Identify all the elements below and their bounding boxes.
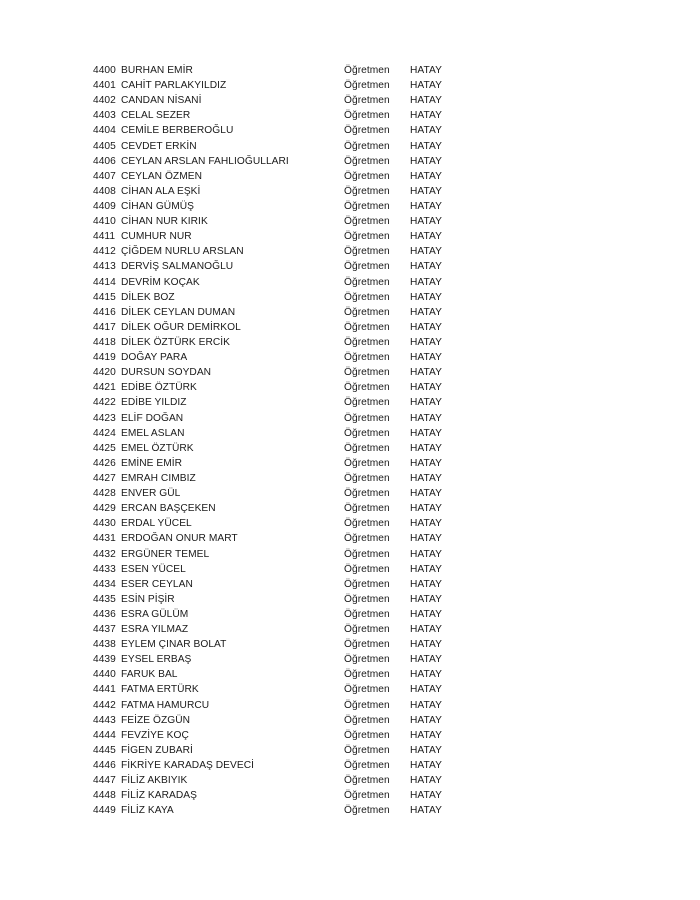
person-name: ESEN YÜCEL: [121, 563, 186, 575]
record-number: 4418: [93, 336, 116, 348]
record-number: 4427: [93, 472, 116, 484]
person-name: EDİBE ÖZTÜRK: [121, 382, 197, 394]
person-role: Öğretmen: [344, 367, 390, 379]
person-name: FARUK BAL: [121, 669, 178, 681]
person-name: CİHAN NUR KIRIK: [121, 216, 208, 228]
person-role: Öğretmen: [344, 185, 390, 197]
list-item: [93, 78, 453, 93]
person-name: CELAL SEZER: [121, 110, 191, 122]
person-name: FEVZİYE KOÇ: [121, 729, 189, 741]
record-number: 4403: [93, 110, 116, 122]
person-city: HATAY: [410, 760, 442, 772]
person-role: Öğretmen: [344, 488, 390, 500]
record-number: 4400: [93, 65, 116, 76]
person-city: HATAY: [410, 276, 442, 288]
list-item: [93, 275, 453, 290]
list-item: [93, 63, 453, 78]
person-city: HATAY: [410, 624, 442, 636]
person-city: HATAY: [410, 155, 442, 167]
person-role: Öğretmen: [344, 578, 390, 590]
record-number: 4441: [93, 684, 116, 696]
person-city: HATAY: [410, 306, 442, 318]
list-item: [93, 456, 453, 471]
record-number: 4442: [93, 699, 116, 711]
record-number: 4447: [93, 775, 116, 787]
list-item: [93, 743, 453, 758]
record-number: 4422: [93, 397, 116, 409]
person-city: HATAY: [410, 397, 442, 409]
list-item: [93, 411, 453, 426]
person-role: Öğretmen: [344, 125, 390, 137]
person-role: Öğretmen: [344, 503, 390, 515]
record-number: 4419: [93, 352, 116, 364]
person-role: Öğretmen: [344, 306, 390, 318]
person-role: Öğretmen: [344, 760, 390, 772]
person-name: DİLEK CEYLAN DUMAN: [121, 306, 236, 318]
person-role: Öğretmen: [344, 744, 390, 756]
list-item: [93, 123, 453, 138]
person-city: HATAY: [410, 291, 442, 303]
record-number: 4434: [93, 578, 116, 590]
record-number: 4405: [93, 140, 116, 152]
person-role: Öğretmen: [344, 639, 390, 651]
record-number: 4421: [93, 382, 116, 394]
person-role: Öğretmen: [344, 684, 390, 696]
person-role: Öğretmen: [344, 729, 390, 741]
person-role: Öğretmen: [344, 412, 390, 424]
person-name: CEMİLE BERBEROĞLU: [121, 125, 234, 137]
person-city: HATAY: [410, 699, 442, 711]
person-role: Öğretmen: [344, 110, 390, 122]
person-name: DOĞAY PARA: [121, 352, 188, 364]
list-item: [93, 592, 453, 607]
person-city: HATAY: [410, 216, 442, 228]
list-item: [93, 199, 453, 214]
person-role: Öğretmen: [344, 291, 390, 303]
person-city: HATAY: [410, 533, 442, 545]
person-role: Öğretmen: [344, 321, 390, 333]
record-number: 4424: [93, 427, 116, 439]
person-name: ENVER GÜL: [121, 488, 181, 500]
person-name: CİHAN ALA EŞKİ: [121, 185, 201, 197]
person-city: HATAY: [410, 654, 442, 666]
person-city: HATAY: [410, 352, 442, 364]
list-item: [93, 758, 453, 773]
record-number: 4439: [93, 654, 116, 666]
record-number: 4426: [93, 457, 116, 469]
record-number: 4409: [93, 200, 116, 212]
person-name: ERCAN BAŞÇEKEN: [121, 503, 216, 515]
person-city: HATAY: [410, 382, 442, 394]
list-item: [93, 305, 453, 320]
list-item: [93, 516, 453, 531]
record-number: 4412: [93, 246, 116, 258]
person-role: Öğretmen: [344, 80, 390, 92]
person-role: Öğretmen: [344, 65, 390, 76]
person-city: HATAY: [410, 669, 442, 681]
list-item: [93, 713, 453, 728]
list-item: [93, 773, 453, 788]
person-role: Öğretmen: [344, 775, 390, 787]
record-number: 4429: [93, 503, 116, 515]
list-item: [93, 214, 453, 229]
person-role: Öğretmen: [344, 170, 390, 182]
person-role: Öğretmen: [344, 472, 390, 484]
person-city: HATAY: [410, 639, 442, 651]
person-city: HATAY: [410, 563, 442, 575]
person-role: Öğretmen: [344, 261, 390, 273]
person-city: HATAY: [410, 140, 442, 152]
record-number: 4414: [93, 276, 116, 288]
person-name: CAHİT PARLAKYILDIZ: [121, 80, 227, 92]
person-role: Öğretmen: [344, 699, 390, 711]
person-name: CANDAN NİSANİ: [121, 95, 202, 107]
person-city: HATAY: [410, 125, 442, 137]
person-name: ESRA GÜLÜM: [121, 608, 189, 620]
person-name: EYSEL ERBAŞ: [121, 654, 192, 666]
person-role: Öğretmen: [344, 427, 390, 439]
record-number: 4432: [93, 548, 116, 560]
record-list: [93, 63, 453, 818]
list-item: [93, 486, 453, 501]
record-number: 4437: [93, 624, 116, 636]
person-city: HATAY: [410, 65, 442, 76]
list-item: [93, 607, 453, 622]
person-name: ERGÜNER TEMEL: [121, 548, 210, 560]
record-number: 4428: [93, 488, 116, 500]
list-item: [93, 667, 453, 682]
person-name: DİLEK OĞUR DEMİRKOL: [121, 321, 241, 333]
person-name: EMİNE EMİR: [121, 457, 183, 469]
list-item: [93, 698, 453, 713]
list-item: [93, 788, 453, 803]
person-name: FİKRİYE KARADAŞ DEVECİ: [121, 760, 255, 772]
list-item: [93, 577, 453, 592]
list-item: [93, 93, 453, 108]
person-name: FEİZE ÖZGÜN: [121, 714, 191, 726]
list-item: [93, 139, 453, 154]
person-name: DERVİŞ SALMANOĞLU: [121, 261, 234, 273]
person-role: Öğretmen: [344, 624, 390, 636]
record-number: 4443: [93, 714, 116, 726]
person-city: HATAY: [410, 714, 442, 726]
record-number: 4431: [93, 533, 116, 545]
list-item: [93, 547, 453, 562]
person-role: Öğretmen: [344, 442, 390, 454]
list-item: [93, 728, 453, 743]
list-item: [93, 108, 453, 123]
person-role: Öğretmen: [344, 200, 390, 212]
record-number: 4446: [93, 760, 116, 772]
person-role: Öğretmen: [344, 216, 390, 228]
person-city: HATAY: [410, 95, 442, 107]
person-name: FİLİZ AKBIYIK: [121, 775, 188, 787]
person-name: CEYLAN ARSLAN FAHLIOĞULLARI: [121, 155, 289, 167]
list-item: [93, 531, 453, 546]
record-number: 4440: [93, 669, 116, 681]
record-number: 4435: [93, 593, 116, 605]
person-name: EDİBE YILDIZ: [121, 397, 187, 409]
list-item: [93, 365, 453, 380]
person-name: ERDAL YÜCEL: [121, 518, 192, 530]
person-role: Öğretmen: [344, 518, 390, 530]
person-role: Öğretmen: [344, 563, 390, 575]
list-item: [93, 184, 453, 199]
person-role: Öğretmen: [344, 95, 390, 107]
record-number: 4425: [93, 442, 116, 454]
list-item: [93, 320, 453, 335]
record-number: 4433: [93, 563, 116, 575]
person-city: HATAY: [410, 790, 442, 802]
person-role: Öğretmen: [344, 352, 390, 364]
person-city: HATAY: [410, 578, 442, 590]
record-number: 4416: [93, 306, 116, 318]
list-item: [93, 803, 453, 818]
person-name: FİGEN ZUBARİ: [121, 744, 193, 756]
list-item: [93, 652, 453, 667]
person-city: HATAY: [410, 744, 442, 756]
person-name: FİLİZ KAYA: [121, 805, 174, 817]
person-name: EMEL ASLAN: [121, 427, 185, 439]
person-city: HATAY: [410, 412, 442, 424]
record-number: 4402: [93, 95, 116, 107]
person-name: ELİF DOĞAN: [121, 412, 184, 424]
list-item: [93, 229, 453, 244]
person-role: Öğretmen: [344, 276, 390, 288]
person-name: ESRA YILMAZ: [121, 624, 189, 636]
person-city: HATAY: [410, 805, 442, 817]
person-role: Öğretmen: [344, 714, 390, 726]
record-number: 4404: [93, 125, 116, 137]
person-city: HATAY: [410, 261, 442, 273]
record-number: 4417: [93, 321, 116, 333]
list-item: [93, 471, 453, 486]
person-city: HATAY: [410, 110, 442, 122]
record-number: 4423: [93, 412, 116, 424]
person-name: DİLEK BOZ: [121, 291, 175, 303]
person-city: HATAY: [410, 321, 442, 333]
person-city: HATAY: [410, 427, 442, 439]
person-name: CUMHUR NUR: [121, 231, 192, 243]
person-city: HATAY: [410, 367, 442, 379]
record-number: 4410: [93, 216, 116, 228]
person-name: ESİN PİŞİR: [121, 593, 175, 605]
person-city: HATAY: [410, 336, 442, 348]
list-item: [93, 682, 453, 697]
person-name: CEVDET ERKİN: [121, 140, 197, 152]
person-name: DİLEK ÖZTÜRK ERCİK: [121, 336, 231, 348]
person-role: Öğretmen: [344, 140, 390, 152]
list-item: [93, 426, 453, 441]
record-number: 4415: [93, 291, 116, 303]
list-item: [93, 395, 453, 410]
person-role: Öğretmen: [344, 608, 390, 620]
record-number: 4411: [93, 231, 116, 243]
record-number: 4448: [93, 790, 116, 802]
person-name: EMRAH CIMBIZ: [121, 472, 196, 484]
person-role: Öğretmen: [344, 805, 390, 817]
list-item: [93, 350, 453, 365]
record-number: 4420: [93, 367, 116, 379]
list-item: [93, 335, 453, 350]
person-city: HATAY: [410, 457, 442, 469]
list-item: [93, 244, 453, 259]
person-city: HATAY: [410, 442, 442, 454]
person-name: ÇİĞDEM NURLU ARSLAN: [121, 246, 244, 258]
person-city: HATAY: [410, 200, 442, 212]
person-role: Öğretmen: [344, 533, 390, 545]
person-role: Öğretmen: [344, 246, 390, 258]
record-number: 4444: [93, 729, 116, 741]
person-name: ERDOĞAN ONUR MART: [121, 533, 238, 545]
record-number: 4413: [93, 261, 116, 273]
record-number: 4445: [93, 744, 116, 756]
record-number: 4449: [93, 805, 116, 817]
person-role: Öğretmen: [344, 231, 390, 243]
list-item: [93, 562, 453, 577]
person-role: Öğretmen: [344, 336, 390, 348]
person-role: Öğretmen: [344, 155, 390, 167]
list-item: [93, 501, 453, 516]
person-role: Öğretmen: [344, 397, 390, 409]
list-item: [93, 441, 453, 456]
person-name: FATMA HAMURCU: [121, 699, 210, 711]
list-item: [93, 290, 453, 305]
list-item: [93, 380, 453, 395]
person-city: HATAY: [410, 246, 442, 258]
person-city: HATAY: [410, 518, 442, 530]
person-name: DEVRİM KOÇAK: [121, 276, 200, 288]
person-city: HATAY: [410, 593, 442, 605]
record-number: 4407: [93, 170, 116, 182]
person-city: HATAY: [410, 488, 442, 500]
person-city: HATAY: [410, 80, 442, 92]
person-city: HATAY: [410, 472, 442, 484]
person-city: HATAY: [410, 185, 442, 197]
person-name: BURHAN EMİR: [121, 65, 193, 76]
list-item: [93, 154, 453, 169]
person-role: Öğretmen: [344, 669, 390, 681]
person-role: Öğretmen: [344, 382, 390, 394]
person-name: CİHAN GÜMÜŞ: [121, 200, 194, 212]
person-city: HATAY: [410, 729, 442, 741]
person-city: HATAY: [410, 775, 442, 787]
person-role: Öğretmen: [344, 790, 390, 802]
person-name: EYLEM ÇINAR BOLAT: [121, 639, 227, 651]
person-name: FATMA ERTÜRK: [121, 684, 199, 696]
person-city: HATAY: [410, 608, 442, 620]
record-number: 4401: [93, 80, 116, 92]
person-name: CEYLAN ÖZMEN: [121, 170, 202, 182]
person-city: HATAY: [410, 548, 442, 560]
person-city: HATAY: [410, 684, 442, 696]
person-name: ESER CEYLAN: [121, 578, 193, 590]
person-role: Öğretmen: [344, 457, 390, 469]
list-item: [93, 259, 453, 274]
list-item: [93, 169, 453, 184]
person-name: DURSUN SOYDAN: [121, 367, 212, 379]
record-number: 4436: [93, 608, 116, 620]
record-number: 4430: [93, 518, 116, 530]
record-number: 4406: [93, 155, 116, 167]
person-city: HATAY: [410, 503, 442, 515]
record-number: 4408: [93, 185, 116, 197]
person-name: EMEL ÖZTÜRK: [121, 442, 194, 454]
person-role: Öğretmen: [344, 548, 390, 560]
person-name: FİLİZ KARADAŞ: [121, 790, 197, 802]
person-role: Öğretmen: [344, 593, 390, 605]
person-city: HATAY: [410, 231, 442, 243]
record-number: 4438: [93, 639, 116, 651]
person-city: HATAY: [410, 170, 442, 182]
person-role: Öğretmen: [344, 654, 390, 666]
list-item: [93, 622, 453, 637]
list-item: [93, 637, 453, 652]
